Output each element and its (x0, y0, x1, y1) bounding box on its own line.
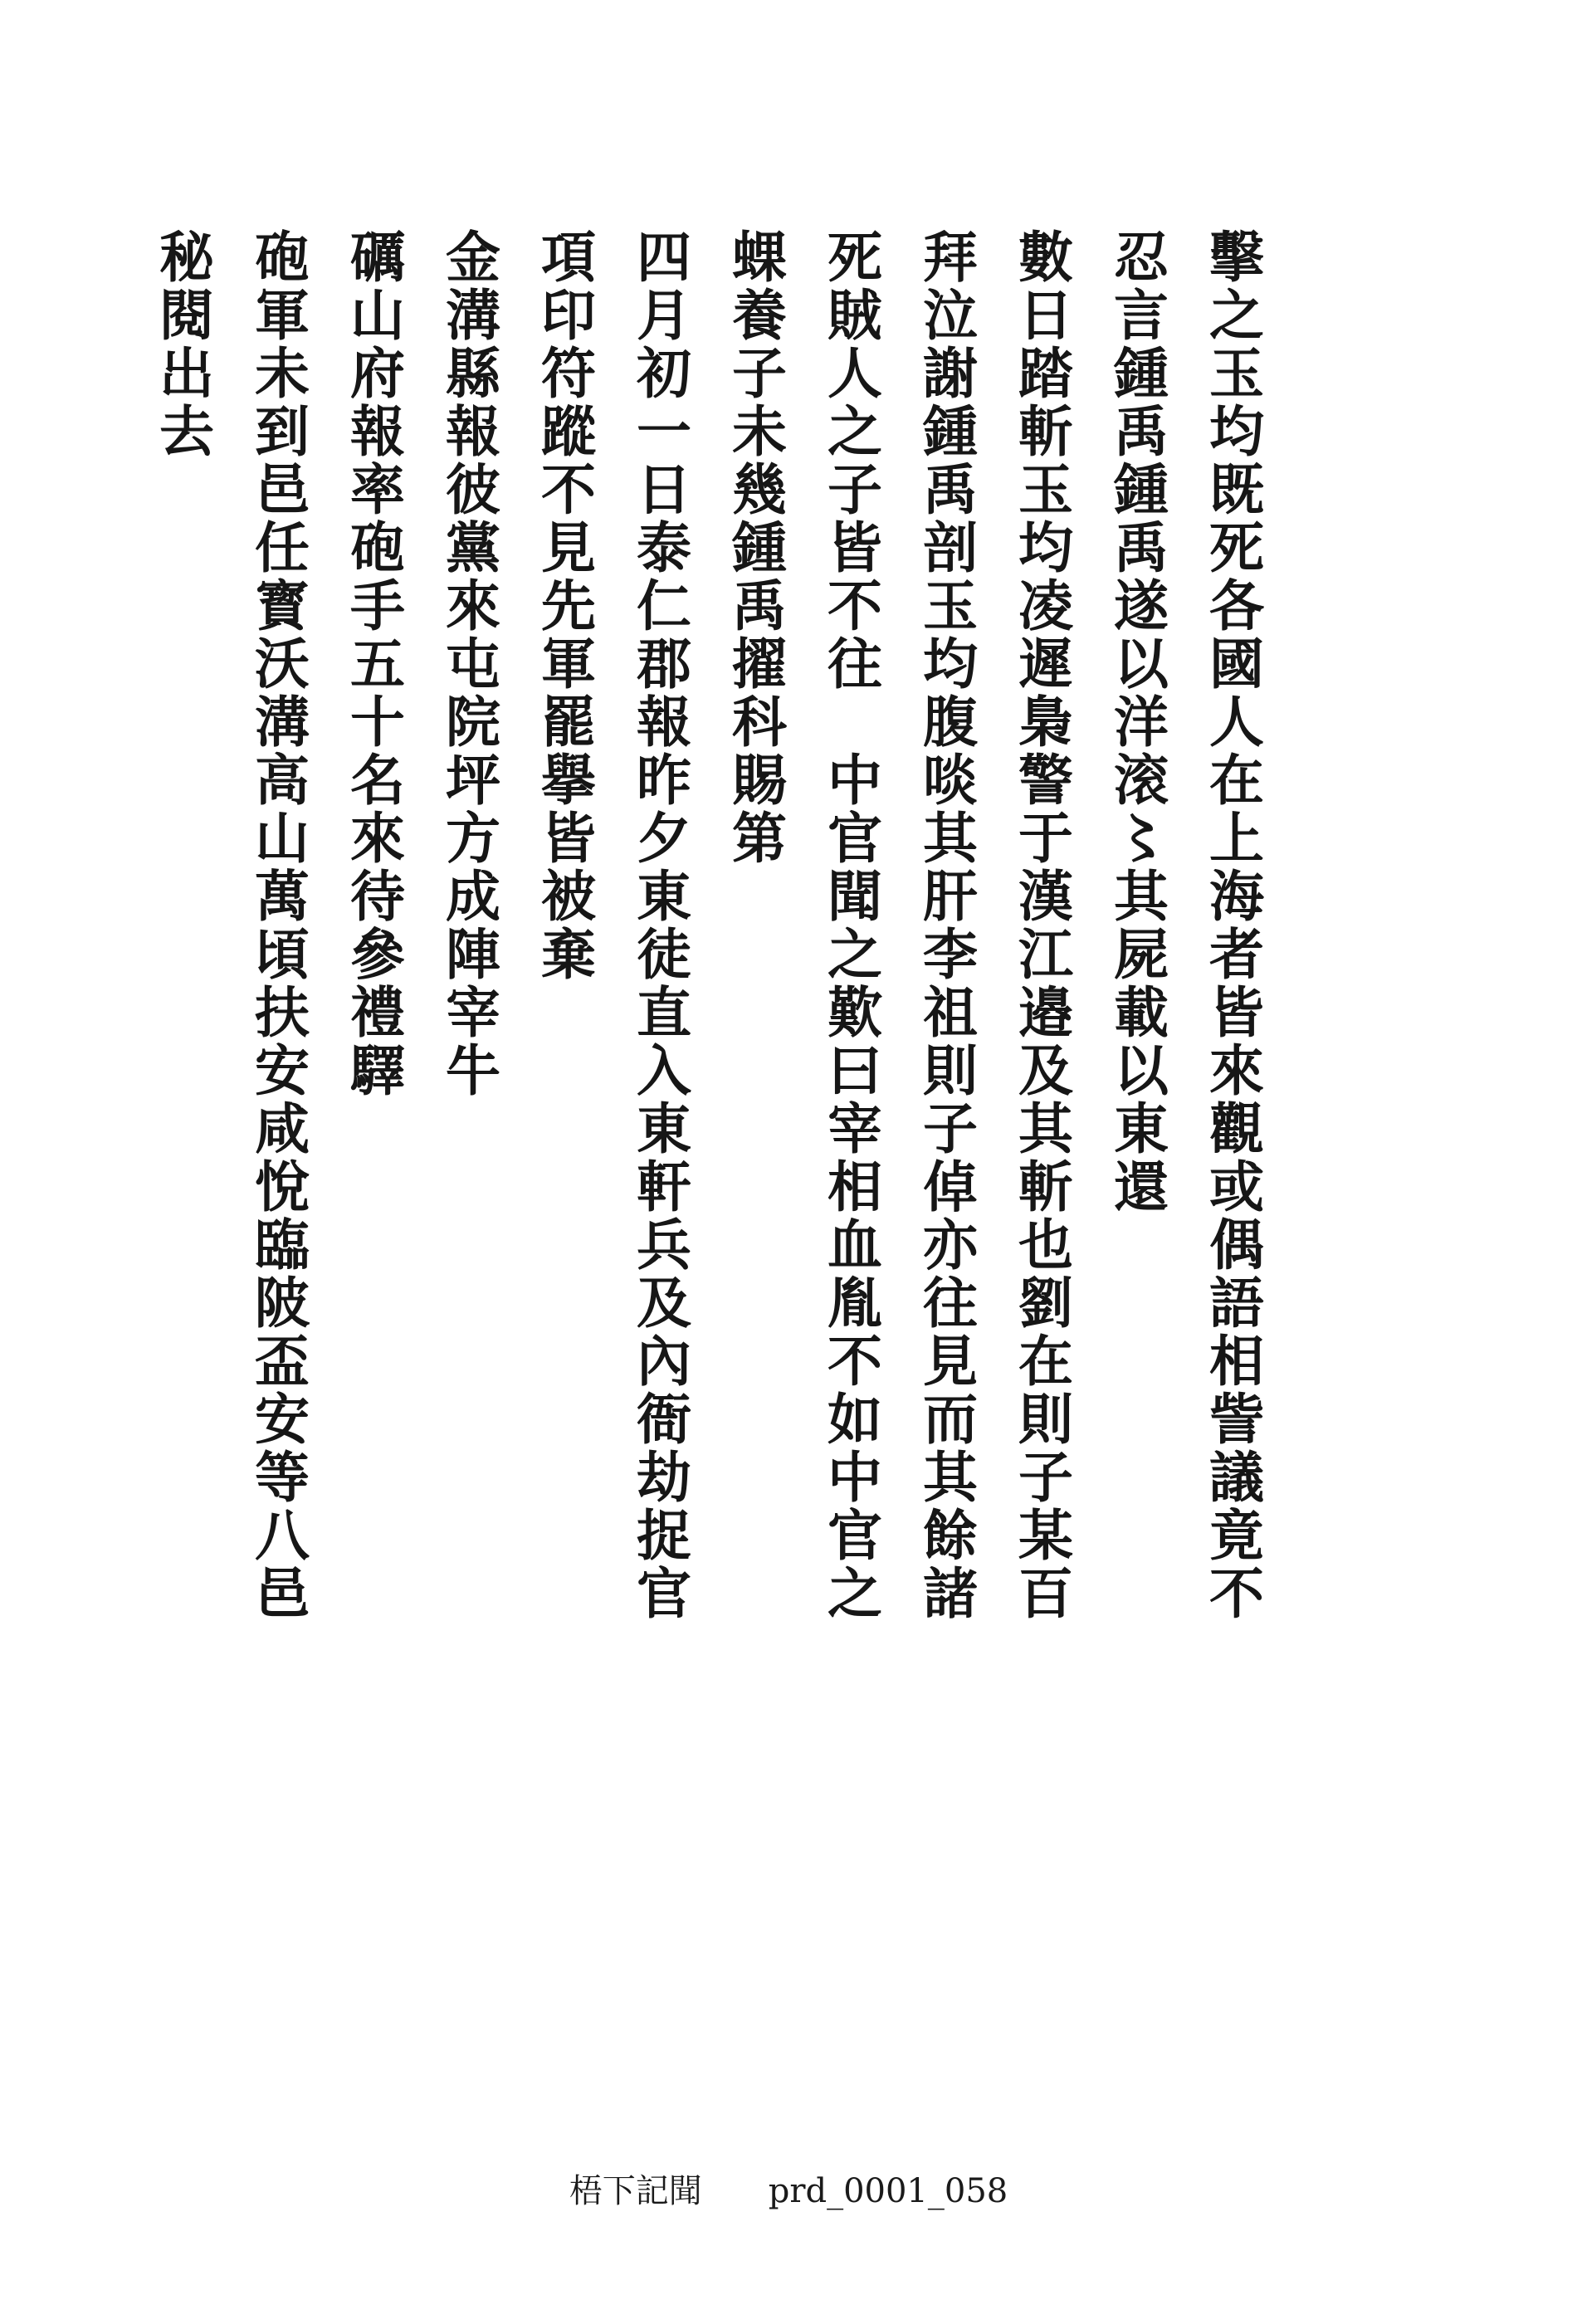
glyph: 上 (1209, 806, 1264, 871)
glyph: 東 (637, 1096, 691, 1161)
glyph: 八 (255, 1503, 310, 1568)
glyph: 亦 (923, 1213, 978, 1277)
glyph: 初 (637, 341, 691, 406)
glyph: 成 (446, 864, 500, 929)
glyph: 山 (255, 806, 310, 871)
text-column-10 (340, 225, 415, 1103)
glyph: 罷 (541, 690, 596, 754)
glyph: 官 (828, 1503, 882, 1568)
glyph: 來 (350, 806, 405, 871)
glyph: 江 (1018, 922, 1073, 987)
glyph: 劉 (1018, 1271, 1073, 1335)
glyph: 餘 (923, 1503, 978, 1568)
glyph: 遂 (1114, 574, 1169, 638)
glyph: 倬 (923, 1155, 978, 1219)
glyph: 其 (1018, 1096, 1073, 1161)
glyph: 屍 (1114, 922, 1169, 987)
glyph: 咸 (255, 1096, 310, 1161)
glyph: 李 (923, 922, 978, 987)
glyph: 以 (1114, 632, 1169, 696)
text-column-6 (722, 225, 797, 871)
glyph: 遲 (1018, 632, 1073, 696)
glyph: 賊 (828, 283, 882, 348)
glyph: 盃 (255, 1329, 310, 1394)
glyph: 竟 (1209, 1503, 1264, 1568)
glyph: 四 (637, 225, 691, 290)
glyph: 邑 (255, 1561, 310, 1626)
glyph: 相 (828, 1155, 882, 1219)
glyph: 秘 (159, 225, 214, 290)
glyph: 科 (732, 690, 787, 754)
glyph: 數 (1018, 225, 1073, 290)
glyph: 官 (637, 1561, 691, 1626)
glyph: 鍾 (1114, 457, 1169, 522)
glyph: 參 (350, 922, 405, 987)
glyph: 日 (637, 457, 691, 522)
page-footer (0, 2165, 1577, 2212)
glyph: 祖 (923, 980, 978, 1045)
glyph: 言 (1114, 283, 1169, 348)
glyph: 不 (1209, 1561, 1264, 1626)
glyph: 幾 (732, 457, 787, 522)
glyph: 訾 (1209, 1387, 1264, 1452)
glyph: 陂 (255, 1271, 310, 1335)
glyph: 者 (1209, 922, 1264, 987)
glyph: 軒 (637, 1155, 691, 1219)
text-column-12 (149, 225, 224, 464)
glyph: 觀 (1209, 1096, 1264, 1161)
glyph: 禹 (923, 457, 978, 522)
glyph: 皆 (1209, 980, 1264, 1045)
glyph: 子 (828, 457, 882, 522)
glyph: 山 (350, 283, 405, 348)
glyph: 見 (923, 1329, 978, 1394)
glyph: 宰 (828, 1096, 882, 1161)
glyph: 未 (732, 399, 787, 464)
glyph: 及 (637, 1271, 691, 1335)
glyph: 皆 (828, 515, 882, 580)
glyph: 斬 (1018, 1155, 1073, 1219)
glyph: 閱 (159, 283, 214, 348)
glyph: 郡 (637, 632, 691, 696)
glyph: 往 (828, 632, 882, 696)
glyph: 泣 (923, 283, 978, 348)
glyph: 議 (1209, 1445, 1264, 1510)
glyph: 東 (1114, 1096, 1169, 1161)
glyph: 手 (350, 574, 405, 638)
glyph: 中 (828, 748, 882, 813)
glyph: 第 (732, 806, 787, 871)
glyph: 十 (350, 690, 405, 754)
glyph: 不 (541, 457, 596, 522)
glyph: 邉 (1018, 980, 1073, 1045)
glyph: 漢 (1018, 864, 1073, 929)
glyph: 〻 (1114, 806, 1169, 871)
text-column-7 (627, 225, 701, 1626)
glyph: 五 (350, 632, 405, 696)
glyph: 均 (1018, 515, 1073, 580)
glyph: 金 (446, 225, 500, 290)
glyph: 在 (1209, 748, 1264, 813)
glyph: 軍 (541, 632, 596, 696)
glyph: 既 (1209, 457, 1264, 522)
glyph: 扶 (255, 980, 310, 1045)
glyph: 玉 (1018, 457, 1073, 522)
glyph: 而 (923, 1387, 978, 1452)
glyph: 斬 (1018, 399, 1073, 464)
glyph: 之 (828, 922, 882, 987)
glyph: 凌 (1018, 574, 1073, 638)
glyph: 軍 (255, 283, 310, 348)
glyph: 人 (1209, 690, 1264, 754)
glyph: 其 (923, 1445, 978, 1510)
glyph: 東 (637, 864, 691, 929)
glyph: 頃 (255, 922, 310, 987)
glyph: 月 (637, 283, 691, 348)
text-column-1 (1199, 225, 1274, 1626)
text-column-11 (245, 225, 320, 1626)
glyph: 邑 (255, 457, 310, 522)
glyph: 仁 (637, 574, 691, 638)
glyph: 肝 (923, 864, 978, 929)
glyph: 如 (828, 1387, 882, 1452)
glyph: 百 (1018, 1561, 1073, 1626)
glyph: 等 (255, 1445, 310, 1510)
glyph: 皆 (541, 806, 596, 871)
glyph: 或 (1209, 1155, 1264, 1219)
glyph: 均 (923, 632, 978, 696)
text-column-8 (531, 225, 606, 987)
glyph: 府 (350, 341, 405, 406)
glyph: 屯 (446, 632, 500, 696)
glyph: 彼 (446, 457, 500, 522)
glyph: 養 (732, 283, 787, 348)
glyph: 陣 (446, 922, 500, 987)
glyph: 名 (350, 748, 405, 813)
glyph: 泰 (637, 515, 691, 580)
glyph: 昨 (637, 748, 691, 813)
glyph: 于 (1018, 806, 1073, 871)
glyph: 以 (1114, 1038, 1169, 1103)
glyph: 某 (1018, 1503, 1073, 1568)
glyph: 日 (1018, 283, 1073, 348)
glyph: 胤 (828, 1271, 882, 1335)
glyph: 捉 (637, 1503, 691, 1568)
glyph: 砲 (255, 225, 310, 290)
glyph: 坪 (446, 748, 500, 813)
glyph: 在 (1018, 1329, 1073, 1394)
glyph: 入 (637, 1038, 691, 1103)
glyph: 往 (923, 1271, 978, 1335)
glyph: 之 (1209, 283, 1264, 348)
glyph: 項 (541, 225, 596, 290)
glyph: 率 (350, 457, 405, 522)
glyph: 劫 (637, 1445, 691, 1510)
glyph: 子 (923, 1096, 978, 1161)
glyph: 諸 (923, 1561, 978, 1626)
glyph: 梟 (1018, 690, 1073, 754)
glyph: 忍 (1114, 225, 1169, 290)
glyph: 黨 (446, 515, 500, 580)
glyph: 語 (1209, 1271, 1264, 1335)
glyph: 安 (255, 1038, 310, 1103)
text-column-9 (436, 225, 510, 1103)
glyph: 衙 (637, 1387, 691, 1452)
glyph: 也 (1018, 1213, 1073, 1277)
glyph: 則 (923, 1038, 978, 1103)
glyph: 各 (1209, 574, 1264, 638)
glyph: 人 (828, 341, 882, 406)
glyph: 到 (255, 399, 310, 464)
glyph: 臨 (255, 1213, 310, 1277)
glyph: 玉 (923, 574, 978, 638)
glyph: 來 (1209, 1038, 1264, 1103)
glyph (818, 693, 892, 751)
glyph: 未 (255, 341, 310, 406)
glyph: 子 (1018, 1445, 1073, 1510)
glyph: 高 (255, 748, 310, 813)
glyph: 海 (1209, 864, 1264, 929)
text-column-4 (913, 225, 988, 1626)
glyph: 鍾 (1114, 341, 1169, 406)
glyph: 來 (446, 574, 500, 638)
glyph: 一 (637, 399, 691, 464)
text-column-5 (818, 225, 892, 1626)
glyph: 擊 (1209, 225, 1264, 290)
glyph: 謝 (923, 341, 978, 406)
glyph: 夕 (637, 806, 691, 871)
glyph: 被 (541, 864, 596, 929)
glyph: 警 (1018, 748, 1073, 813)
glyph: 剖 (923, 515, 978, 580)
glyph: 見 (541, 515, 596, 580)
glyph: 均 (1209, 399, 1264, 464)
glyph: 院 (446, 690, 500, 754)
glyph: 報 (350, 399, 405, 464)
glyph: 蹤 (541, 399, 596, 464)
glyph: 報 (446, 399, 500, 464)
glyph: 縣 (446, 341, 500, 406)
glyph: 報 (637, 690, 691, 754)
glyph: 拜 (923, 225, 978, 290)
glyph: 及 (1018, 1038, 1073, 1103)
book-title: 梧下記聞 (569, 2172, 702, 2210)
glyph: 符 (541, 341, 596, 406)
glyph: 其 (923, 806, 978, 871)
glyph: 方 (446, 806, 500, 871)
glyph: 先 (541, 574, 596, 638)
glyph: 砲 (350, 515, 405, 580)
glyph: 踏 (1018, 341, 1073, 406)
glyph: 洋 (1114, 690, 1169, 754)
glyph: 印 (541, 283, 596, 348)
glyph: 任 (255, 515, 310, 580)
glyph: 溝 (446, 283, 500, 348)
glyph: 礪 (350, 225, 405, 290)
glyph: 之 (828, 399, 882, 464)
glyph: 溝 (255, 690, 310, 754)
glyph: 賜 (732, 748, 787, 813)
glyph: 死 (1209, 515, 1264, 580)
glyph: 棄 (541, 922, 596, 987)
glyph: 直 (637, 980, 691, 1045)
glyph: 擧 (541, 748, 596, 813)
glyph: 載 (1114, 980, 1169, 1045)
glyph: 其 (1114, 864, 1169, 929)
glyph: 禹 (1114, 399, 1169, 464)
glyph: 禹 (1114, 515, 1169, 580)
glyph: 驛 (350, 1038, 405, 1103)
glyph: 曰 (828, 1038, 882, 1103)
glyph: 禮 (350, 980, 405, 1045)
glyph: 兵 (637, 1213, 691, 1277)
glyph: 鍾 (923, 399, 978, 464)
glyph: 偶 (1209, 1213, 1264, 1277)
glyph: 滚 (1114, 748, 1169, 813)
glyph: 之 (828, 1561, 882, 1626)
text-column-2 (1104, 225, 1179, 1219)
glyph: 啖 (923, 748, 978, 813)
glyph: 死 (828, 225, 882, 290)
glyph: 腹 (923, 690, 978, 754)
glyph: 擢 (732, 632, 787, 696)
glyph: 安 (255, 1387, 310, 1452)
glyph: 相 (1209, 1329, 1264, 1394)
glyph: 歎 (828, 980, 882, 1045)
glyph: 出 (159, 341, 214, 406)
glyph: 不 (828, 1329, 882, 1394)
glyph: 徒 (637, 922, 691, 987)
glyph: 禹 (732, 574, 787, 638)
glyph: 子 (732, 341, 787, 406)
glyph: 內 (637, 1329, 691, 1394)
glyph: 鍾 (732, 515, 787, 580)
page-id: prd_0001_058 (768, 2172, 1008, 2210)
glyph: 不 (828, 574, 882, 638)
glyph: 去 (159, 399, 214, 464)
glyph: 中 (828, 1445, 882, 1510)
glyph: 寳 (255, 574, 310, 638)
glyph: 牛 (446, 1038, 500, 1103)
glyph: 待 (350, 864, 405, 929)
glyph: 蜾 (732, 225, 787, 290)
glyph: 沃 (255, 632, 310, 696)
glyph: 宰 (446, 980, 500, 1045)
glyph: 官 (828, 806, 882, 871)
glyph: 還 (1114, 1155, 1169, 1219)
glyph: 聞 (828, 864, 882, 929)
glyph: 血 (828, 1213, 882, 1277)
glyph: 則 (1018, 1387, 1073, 1452)
glyph: 悅 (255, 1155, 310, 1219)
glyph: 國 (1209, 632, 1264, 696)
glyph: 萬 (255, 864, 310, 929)
text-column-3 (1008, 225, 1083, 1626)
glyph: 玉 (1209, 341, 1264, 406)
